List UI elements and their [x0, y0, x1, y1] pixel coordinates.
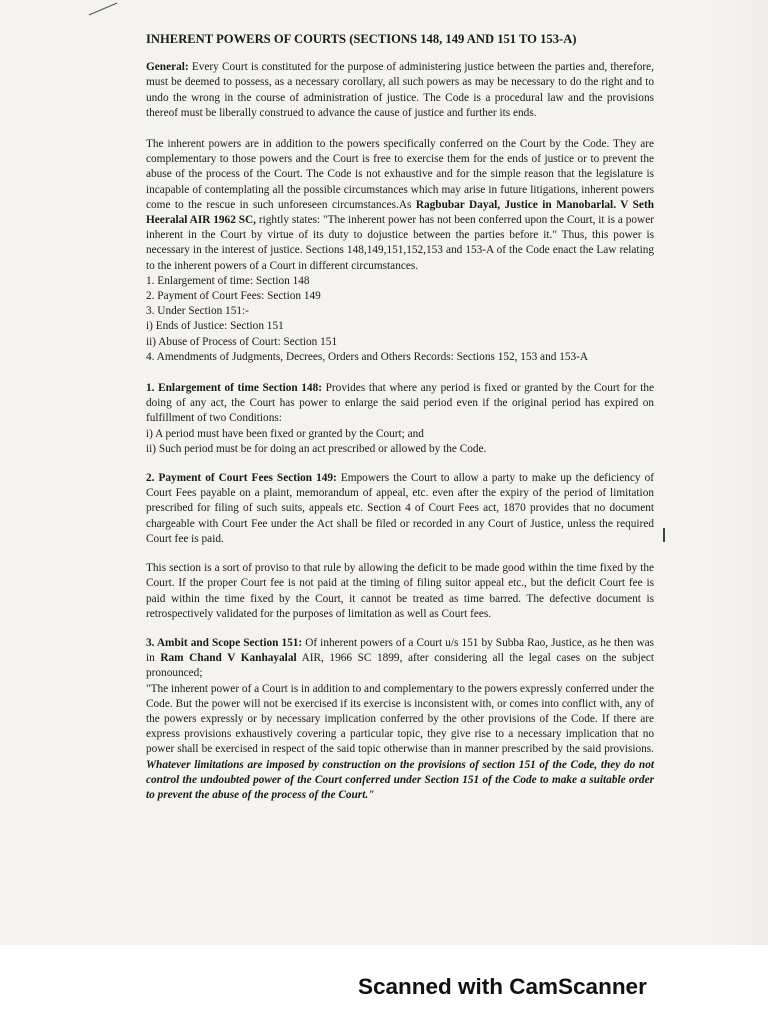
list-item: 1. Enlargement of time: Section 148: [146, 274, 310, 287]
section-151-heading: 3. Ambit and Scope Section 151:: [146, 636, 303, 649]
quote-text: "The inherent power of a Court is in addition to and complementary to the powers expressly conferred under the Code. But the power will not be exercised if its exercise is inconsistent with, or comes into conflict with, any of the powers expressly or by necessary implication conferred by the other provisions of the Code. If there are express provisions exhaustively covering a particular topic, they give rise to a necessary implication that no power shall be exercised in respect of the said topic otherwise than in manner prescribed by the said provisions.: [146, 682, 654, 756]
list-item: 2. Payment of Court Fees: Section 149: [146, 290, 321, 303]
section-148-text: Provides that where any period is fixed or granted by the Court for the doing of any act, the Court has power to enlarge the said period even if the original period has expired on fulfillment of two Conditions:: [146, 382, 654, 425]
page-shadow: [708, 0, 768, 945]
case-citation-ram-chand: Ram Chand V Kanhayalal: [160, 652, 297, 665]
section-148-paragraph: [146, 381, 654, 427]
section-151-text-after: AIR, 1966 SC 1899, after considering all the legal cases on the subject pronounced;: [146, 652, 654, 680]
powers-list: [146, 274, 654, 365]
list-item: 3. Under Section 151:-: [146, 305, 249, 318]
case-citation-ragbubar: Ragbubar Dayal, Justice in Manobarlal. V Seth Heeralal AIR 1962 SC,: [146, 198, 654, 227]
general-paragraph: [146, 60, 654, 121]
section-149-heading: 2. Payment of Court Fees Section 149:: [146, 472, 337, 485]
section-151-text-before: Of inherent powers of a Court u/s 151 by Subba Rao, Justice, as he then was in: [146, 636, 655, 665]
inherent-powers-paragraph: [146, 137, 654, 274]
condition-item: i) A period must have been fixed or granted by the Court; and: [146, 427, 424, 440]
list-item: i) Ends of Justice: Section 151: [146, 320, 284, 333]
scanner-watermark: Scanned with CamScanner: [358, 974, 647, 999]
general-text: Every Court is constituted for the purpose of administering justice between the parties and, therefore, must be deemed to possess, as a necessary corollary, all such powers as may be necessary to do the right and to undo the wrong in the course of administration of justice. The Code is a procedural law and the provisions thereof must be liberally construed to advance the cause of justice and further its ends.: [146, 61, 654, 119]
section-148-heading: 1. Enlargement of time Section 148:: [146, 382, 322, 395]
quote-paragraph: [146, 682, 654, 804]
inherent-text-before: The inherent powers are in addition to the powers specifically conferred on the Court by the Code. They are complementary to those powers and the Court is free to exercise them for the ends of justice or to prevent the abuse of the process of the Court. The Code is not exhaustive and for the simple reason that the legislature is incapable of contemplating all the possible circumstances which may arise in future litigations, inherent powers come to the rescue in such unforeseen circumstances.As: [146, 138, 654, 211]
document-title: INHERENT POWERS OF COURTS (SECTIONS 148, 149 AND 151 TO 153-A): [146, 32, 577, 46]
condition-item: ii) Such period must be for doing an act prescribed or allowed by the Code.: [146, 442, 487, 455]
margin-mark: [663, 528, 665, 542]
section-149-paragraph: [146, 471, 654, 547]
proviso-paragraph: This section is a sort of proviso to that rule by allowing the deficit to be made good within the time fixed by the Court. If the proper Court fee is not paid at the timing of filing suitor appeal etc., but the deficit Court fee is paid within the time fixed by the Court, it cannot be treated as time barred. The defective document is retrospectively validated for the purposes of limitation as well as Court fees.: [146, 562, 654, 620]
section-151-paragraph: [146, 636, 654, 682]
pen-mark-icon: [88, 2, 118, 16]
list-item: ii) Abuse of Process of Court: Section 151: [146, 335, 338, 348]
section-149-text: Empowers the Court to allow a party to make up the deficiency of Court Fees payable on a plaint, memorandum of appeal, etc. even after the expiry of the period of limitation prescribed for filing of such suits, appeals etc. Section 4 of Court Fees act, 1870 provides that no document chargeable with Court Fee under the Act shall be filed or recorded in any Court of Justice, unless the required Court fee is paid.: [146, 472, 655, 545]
list-item: 4. Amendments of Judgments, Decrees, Orders and Others Records: Sections 152, 153 and 153-A: [146, 350, 589, 363]
quote-emphasis: Whatever limitations are imposed by construction on the provisions of section 151 of the Code, they do not control the undoubted power of the Court conferred under Section 151 of the Code to make a suitable order to prevent the abuse of the process of the Court.": [146, 758, 654, 801]
document-body: [146, 32, 654, 803]
inherent-text-after: rightly states: "The inherent power has not been conferred upon the Court, it is a power inherent in the Court by virtue of its duty to dojustice between the parties before it." Thus, this power is necessary in the interest of justice. Sections 148,149,151,152,153 and 153-A of the Code enact the Law relating to the inherent powers of a Court in different circumstances.: [146, 214, 654, 272]
general-heading: General:: [146, 61, 189, 74]
